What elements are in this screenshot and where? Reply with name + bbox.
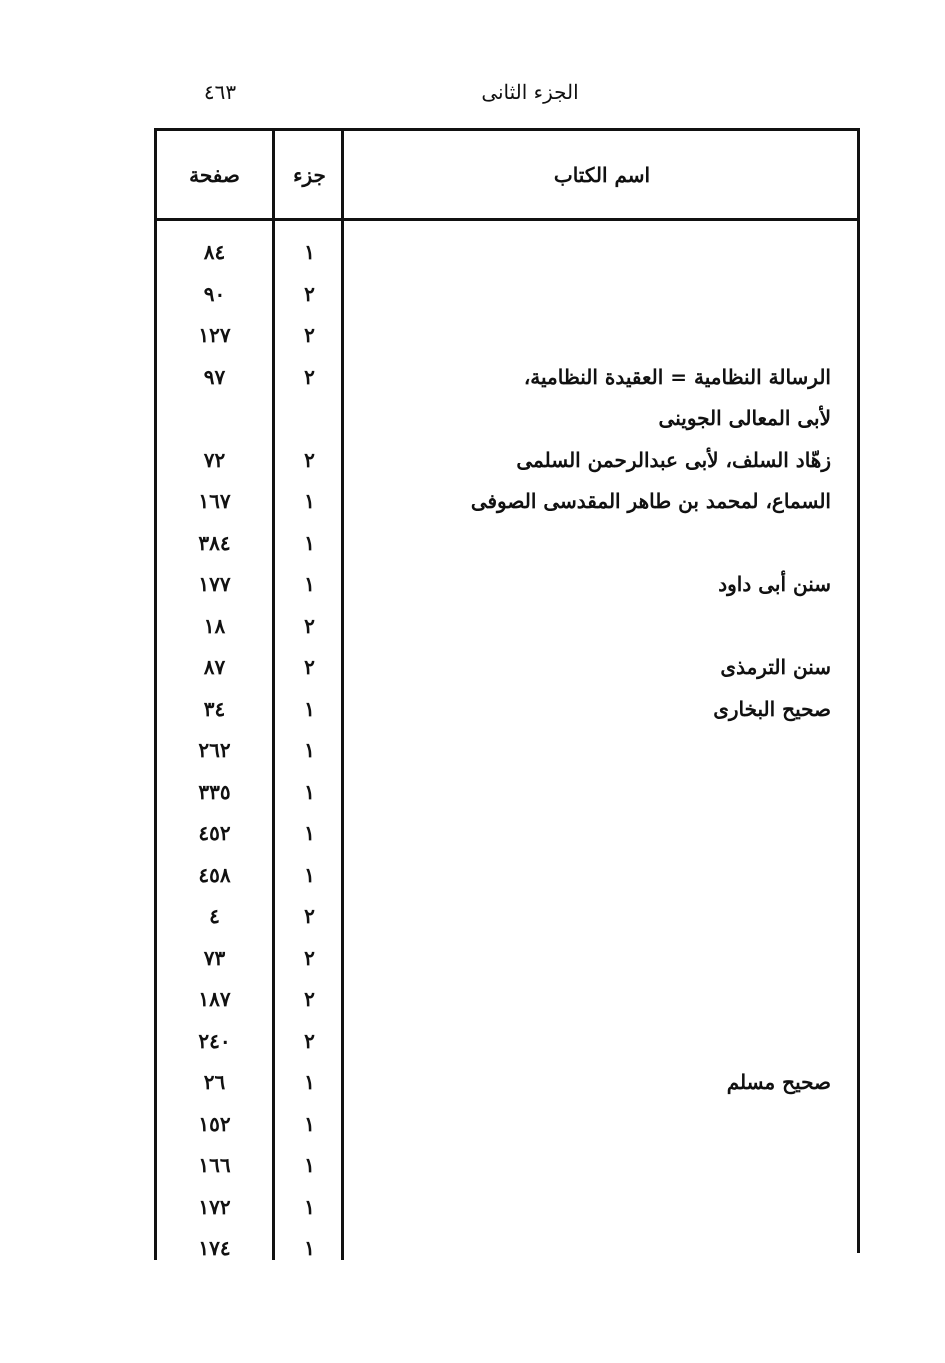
page-number-cell: ١٦٧ — [198, 489, 231, 513]
table-row — [0, 564, 945, 605]
table-row — [0, 647, 945, 688]
table-row — [0, 606, 945, 647]
part-number: ٢ — [304, 613, 315, 638]
table-top-rule — [154, 128, 860, 131]
page-number-cell: ٣٣٥ — [198, 779, 231, 804]
page-number-cell: ٩٧ — [203, 364, 226, 389]
page-number-cell: ١٨ — [203, 613, 226, 638]
book-title: السماع، لمحمد بن طاهر المقدسى الصوفى — [470, 489, 831, 513]
table-row — [0, 1062, 945, 1103]
page-number-cell: ١٧٤ — [198, 1236, 231, 1260]
page-number-cell: ٢٤٠ — [198, 1028, 231, 1053]
part-number: ١ — [304, 530, 315, 555]
part-number: ٢ — [304, 1028, 315, 1053]
table-row — [0, 315, 945, 356]
book-title: صحيح مسلم — [726, 1070, 831, 1094]
page-number-cell: ٣٤ — [203, 696, 226, 721]
table-row — [0, 523, 945, 564]
page-number-cell: ١٢٧ — [198, 323, 231, 347]
page-number-cell: ٨٤ — [203, 240, 226, 264]
header-title: اسم الكتاب — [553, 163, 651, 187]
table-row — [0, 855, 945, 896]
part-number: ١ — [304, 738, 315, 762]
page-number-cell: ٧٣ — [203, 945, 226, 970]
table-row — [0, 938, 945, 979]
table-row — [0, 1228, 945, 1269]
part-number: ١ — [304, 572, 315, 596]
part-number: ١ — [304, 1153, 315, 1177]
table-row — [0, 730, 945, 771]
table-row — [0, 398, 945, 439]
part-number: ١ — [304, 1070, 315, 1094]
book-title: سنن الترمذى — [720, 655, 831, 679]
table-row — [0, 440, 945, 481]
page-number-cell: ١٦٦ — [198, 1153, 231, 1177]
table-row — [0, 979, 945, 1020]
part-number: ١ — [304, 240, 315, 264]
table-row — [0, 1187, 945, 1228]
book-title: زهّاد السلف، لأبى عبدالرحمن السلمى — [516, 447, 831, 472]
table-header-rule — [154, 218, 860, 221]
table-row — [0, 689, 945, 730]
part-number: ١ — [304, 779, 315, 804]
part-number: ٢ — [304, 281, 315, 306]
table-row — [0, 232, 945, 273]
table-row — [0, 274, 945, 315]
part-number: ١ — [304, 1111, 315, 1136]
table-row — [0, 772, 945, 813]
page-number-cell: ٤٥٢ — [198, 821, 231, 845]
table-row — [0, 481, 945, 522]
header-page: صفحة — [189, 163, 240, 187]
part-number: ٢ — [304, 364, 315, 389]
page-number-cell: ٤٥٨ — [198, 862, 231, 887]
page-number-cell: ٩٠ — [203, 281, 226, 306]
part-number: ١ — [304, 489, 315, 513]
page-number-cell: ١٨٧ — [198, 987, 231, 1011]
table-row — [0, 357, 945, 398]
page-number-cell: ١٧٢ — [198, 1194, 231, 1219]
part-number: ١ — [304, 1236, 315, 1260]
page-number-cell: ١٧٧ — [198, 572, 231, 596]
page-number-cell: ٧٢ — [203, 447, 226, 472]
book-title: سنن أبى داود — [718, 572, 831, 596]
book-title: الرسالة النظامية = العقيدة النظامية، — [523, 364, 831, 389]
part-number: ١ — [304, 1194, 315, 1219]
page-number: ٤٦٣ — [203, 80, 237, 104]
part-number: ٢ — [304, 655, 315, 679]
page-number-cell: ٣٨٤ — [198, 530, 231, 555]
part-number: ٢ — [304, 447, 315, 472]
part-number: ٢ — [304, 904, 315, 928]
table-row — [0, 1104, 945, 1145]
part-number: ١ — [304, 821, 315, 845]
table-row — [0, 813, 945, 854]
header-part: جزء — [293, 163, 326, 187]
page-number-cell: ٨٧ — [203, 655, 226, 679]
table-row — [0, 1145, 945, 1186]
page-number-cell: ١٥٢ — [198, 1111, 231, 1136]
table-row — [0, 896, 945, 937]
page-number-cell: ٢٦ — [203, 1070, 226, 1094]
part-number: ١ — [304, 862, 315, 887]
table-row — [0, 1021, 945, 1062]
part-title: الجزء الثانى — [481, 80, 579, 104]
book-title: لأبى المعالى الجوينى — [658, 406, 831, 430]
page-number-cell: ٤ — [209, 904, 220, 928]
part-number: ٢ — [304, 323, 315, 347]
part-number: ٢ — [304, 945, 315, 970]
page-number-cell: ٢٦٢ — [198, 738, 231, 762]
part-number: ١ — [304, 696, 315, 721]
part-number: ٢ — [304, 987, 315, 1011]
book-title: صحيح البخارى — [713, 696, 831, 721]
